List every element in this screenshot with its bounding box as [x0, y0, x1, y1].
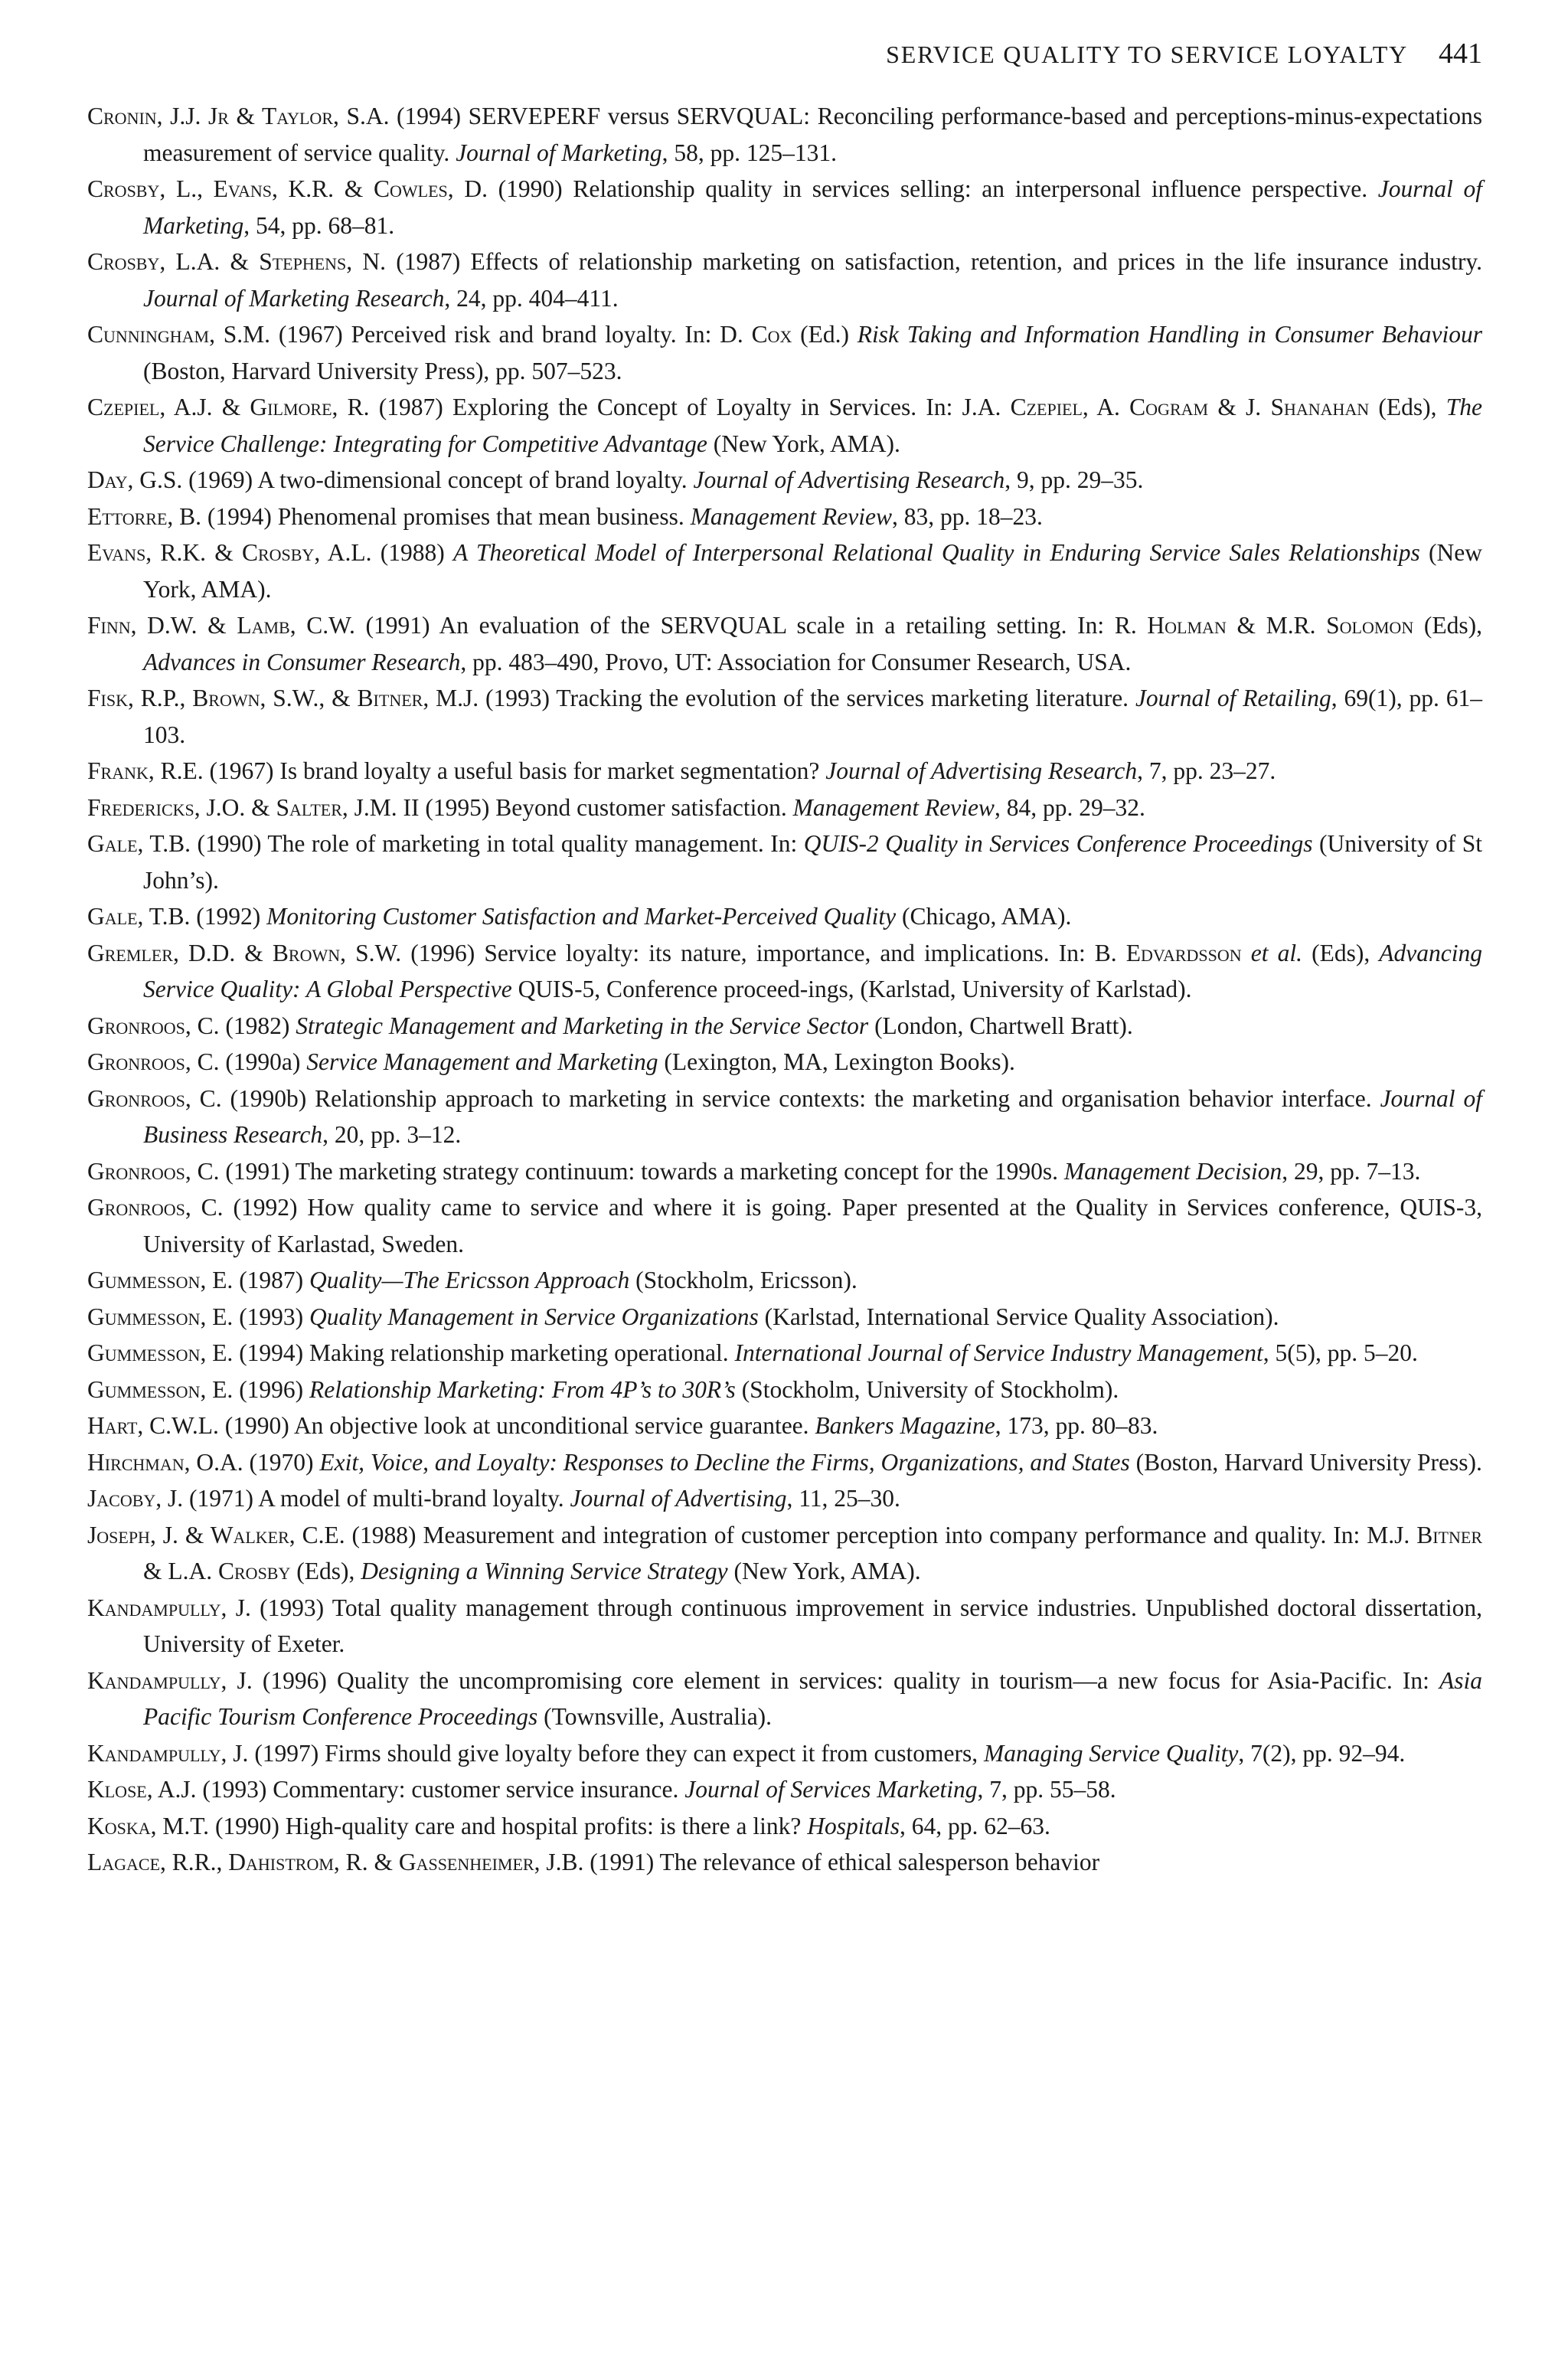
reference-entry: [87, 1517, 1482, 1590]
reference-source-title: Journal of Marketing: [143, 175, 1482, 239]
reference-author: Gummesson, E.: [87, 1303, 234, 1330]
reference-text: (1991) The marketing strategy continuum: towards a marketing concept for the 1990s.: [219, 1157, 1064, 1185]
reference-source-title: Advances in Consumer Research: [143, 648, 461, 675]
reference-text: (1987): [233, 1267, 310, 1293]
reference-text: [1242, 940, 1251, 966]
reference-text: (1982): [219, 1012, 296, 1039]
reference-text: , 11, 25–30.: [786, 1485, 900, 1512]
reference-text: , 5(5), pp. 5–20.: [1263, 1339, 1418, 1366]
reference-entry: [87, 1299, 1482, 1336]
reference-text: , 64, pp. 62–63.: [900, 1812, 1050, 1839]
reference-text: (1995) Beyond customer satisfaction.: [419, 793, 793, 821]
reference-entry: [87, 1408, 1482, 1444]
reference-author: Cox: [751, 321, 792, 348]
reference-text: (1994) Phenomenal promises that mean business.: [201, 502, 691, 530]
reference-author: Frank, R.E.: [87, 757, 204, 784]
reference-entry: [87, 1189, 1482, 1262]
reference-source-title: The Service Challenge: Integrating for Competitive Advantage: [143, 394, 1482, 457]
reference-text: (1994) Making relationship marketing operational.: [233, 1339, 735, 1366]
reference-author: Crosby: [218, 1558, 291, 1584]
reference-author: Gremler, D.D. & Brown, S.W.: [87, 939, 402, 966]
reference-text: , 7(2), pp. 92–94.: [1238, 1739, 1406, 1767]
reference-entry: [87, 790, 1482, 826]
reference-author: Koska, M.T.: [87, 1812, 210, 1839]
reference-author: Lagace, R.R., Dahistrom, R. & Gassenheimer, J.B.: [87, 1849, 584, 1875]
reference-author: Edvardsson: [1125, 939, 1242, 966]
reference-text: (Ed.): [792, 321, 858, 348]
reference-author: Gummesson, E.: [87, 1267, 234, 1293]
reference-text: (1987) Effects of relationship marketing on satisfaction, retention, and prices in the life insurance industry.: [386, 248, 1482, 275]
reference-source-title: Service Management and Marketing: [306, 1048, 658, 1075]
reference-text: & L.A.: [143, 1558, 218, 1584]
reference-text: (1970): [243, 1448, 320, 1476]
reference-source-title: Journal of Retailing: [1135, 685, 1331, 711]
running-head-title: SERVICE QUALITY TO SERVICE LOYALTY: [886, 41, 1408, 68]
reference-author: Crosby, L., Evans, K.R. & Cowles, D.: [87, 175, 488, 202]
reference-text: (New York, AMA).: [707, 430, 900, 457]
reference-text: (1990b) Relationship approach to marketing in service contexts: the marketing and organisation behavior interface.: [221, 1084, 1380, 1112]
reference-source-title: Management Review: [792, 793, 995, 821]
reference-text: (1992): [190, 903, 267, 930]
reference-author: Fisk, R.P., Brown, S.W., & Bitner, M.J.: [87, 685, 479, 711]
reference-text: (1988) Measurement and integration of customer perception into company performance and quality. In: M.J.: [345, 1521, 1417, 1548]
reference-author: Cronin, J.J. Jr & Taylor, S.A.: [87, 103, 390, 129]
reference-author: Evans, R.K. & Crosby, A.L.: [87, 539, 372, 566]
reference-text: (1971) A model of multi-brand loyalty.: [183, 1485, 570, 1512]
reference-text: QUIS-5, Conference proceed-ings, (Karlstad, University of Karlstad).: [511, 976, 1192, 1002]
reference-author: Czepiel: [1010, 394, 1083, 420]
reference-entry: [87, 1444, 1482, 1481]
reference-text: (Boston, Harvard University Press).: [1129, 1448, 1482, 1476]
reference-author: Bitner: [1416, 1521, 1482, 1548]
reference-author: Ettorre, B.: [87, 502, 202, 530]
reference-author: Joseph, J. & Walker, C.E.: [87, 1521, 345, 1548]
reference-source-title: Asia Pacific Tourism Conference Proceedings: [143, 1666, 1483, 1730]
reference-author: Cunningham, S.M.: [87, 321, 271, 348]
reference-source-title: Journal of Services Marketing: [684, 1776, 978, 1803]
reference-entry: [87, 98, 1482, 171]
reference-text: (University of St John’s).: [143, 830, 1483, 894]
reference-author: Jacoby, J.: [87, 1485, 184, 1512]
reference-text: , 83, pp. 18–23.: [891, 502, 1043, 530]
reference-text: , 173, pp. 80–83.: [995, 1412, 1158, 1439]
reference-entry: [87, 1372, 1482, 1408]
reference-text: , 7, pp. 55–58.: [977, 1776, 1116, 1803]
reference-text: (1967) Perceived risk and brand loyalty. In: D.: [270, 321, 752, 348]
reference-author: Gummesson, E.: [87, 1375, 234, 1403]
reference-entry: [87, 1335, 1482, 1372]
reference-text: , 69(1), pp. 61–103.: [143, 685, 1482, 748]
reference-entry: [87, 389, 1482, 462]
reference-text: (1967) Is brand loyalty a useful basis for market segmentation?: [203, 757, 826, 784]
reference-text: , pp. 483–490, Provo, UT: Association for Consumer Research, USA.: [460, 648, 1132, 675]
reference-source-title: Journal of Advertising Research: [825, 757, 1138, 784]
reference-entry: [87, 1663, 1482, 1735]
reference-author: Fredericks, J.O. & Salter, J.M. II: [87, 793, 420, 821]
reference-text: (1997) Firms should give loyalty before they can expect it from customers,: [248, 1739, 984, 1767]
reference-source-title: et al.: [1250, 939, 1302, 966]
reference-author: Day, G.S.: [87, 466, 183, 493]
reference-text: (Chicago, AMA).: [896, 903, 1072, 930]
reference-entry: [87, 826, 1482, 898]
reference-text: (1993) Tracking the evolution of the services marketing literature.: [479, 685, 1135, 711]
reference-text: (1990) High-quality care and hospital profits: is there a link?: [209, 1812, 808, 1839]
reference-text: (Boston, Harvard University Press), pp. 507–523.: [143, 357, 622, 384]
reference-author: Kandampully, J.: [87, 1666, 253, 1694]
reference-author: Klose, A.J.: [87, 1776, 197, 1803]
reference-text: (1994) SERVEPERF versus SERVQUAL: Reconciling performance-based and perceptions-minus-expectations measurement of service quality.: [143, 103, 1482, 166]
reference-source-title: Relationship Marketing: From 4P’s to 30R’s: [309, 1375, 736, 1403]
reference-author: Cogram: [1129, 394, 1209, 420]
reference-source-title: A Theoretical Model of Interpersonal Relational Quality in Enduring Service Sales Relationships: [452, 539, 1420, 566]
reference-source-title: Management Review: [690, 502, 892, 530]
reference-text: , 9, pp. 29–35.: [1004, 466, 1144, 493]
reference-text: (1990) An objective look at unconditional service guarantee.: [218, 1412, 815, 1439]
reference-text: , 84, pp. 29–32.: [994, 793, 1145, 821]
reference-entry: [87, 1480, 1482, 1517]
reference-source-title: QUIS-2 Quality in Services Conference Proceedings: [803, 830, 1313, 857]
reference-text: (1993) Total quality management through continuous improvement in service industries. Unpublished doctoral dissertation, University of Exeter.: [143, 1594, 1482, 1657]
reference-entry: [87, 1044, 1482, 1081]
reference-author: Gronroos, C.: [87, 1194, 224, 1221]
reference-author: Gale, T.B.: [87, 903, 191, 930]
reference-author: Kandampully, J.: [87, 1594, 251, 1621]
reference-source-title: Designing a Winning Service Strategy: [361, 1558, 728, 1584]
reference-entry: [87, 1771, 1482, 1808]
reference-entry: [87, 499, 1482, 535]
reference-source-title: Journal of Business Research: [143, 1084, 1482, 1148]
reference-text: , 24, pp. 404–411.: [444, 284, 619, 312]
reference-author: Czepiel, A.J. & Gilmore, R.: [87, 394, 370, 420]
reference-text: (1990a): [219, 1048, 307, 1075]
reference-text: (London, Chartwell Bratt).: [868, 1012, 1133, 1039]
reference-text: (1996): [233, 1375, 310, 1403]
reference-source-title: Journal of Advertising: [570, 1485, 787, 1512]
reference-text: , 29, pp. 7–13.: [1282, 1157, 1421, 1185]
reference-entry: [87, 1844, 1482, 1881]
reference-entry: [87, 1153, 1482, 1190]
reference-entry: [87, 753, 1482, 790]
reference-text: (Townsville, Australia).: [537, 1703, 773, 1730]
reference-text: (New York, AMA).: [727, 1558, 921, 1584]
reference-text: (Eds),: [1369, 394, 1446, 420]
reference-author: Gronroos, C.: [87, 1084, 222, 1112]
reference-text: (Stockholm, Ericsson).: [629, 1267, 858, 1293]
reference-text: (Stockholm, University of Stockholm).: [735, 1375, 1119, 1403]
reference-text: , 58, pp. 125–131.: [662, 139, 838, 166]
reference-list: [87, 98, 1482, 1881]
reference-text: (1996) Service loyalty: its nature, importance, and implications. In: B.: [401, 939, 1126, 966]
reference-text: (Eds),: [290, 1558, 361, 1584]
reference-entry: [87, 244, 1482, 316]
reference-text: , 7, pp. 23–27.: [1137, 757, 1276, 784]
page-number: 441: [1439, 38, 1482, 70]
reference-text: (Lexington, MA, Lexington Books).: [658, 1048, 1015, 1075]
reference-source-title: Advancing Service Quality: A Global Perspective: [143, 939, 1483, 1002]
reference-source-title: Management Decision: [1063, 1157, 1282, 1185]
reference-source-title: Monitoring Customer Satisfaction and Market-Perceived Quality: [266, 903, 897, 930]
reference-author: Shanahan: [1270, 394, 1370, 420]
reference-entry: [87, 935, 1482, 1008]
reference-entry: [87, 1081, 1482, 1153]
reference-author: Gronroos, C.: [87, 1048, 220, 1075]
reference-author: Hart, C.W.L.: [87, 1412, 219, 1439]
reference-entry: [87, 535, 1482, 607]
reference-text: (Eds),: [1302, 939, 1380, 966]
reference-text: (1990) The role of marketing in total quality management. In:: [191, 830, 804, 857]
reference-author: Gronroos, C.: [87, 1012, 220, 1039]
reference-author: Gummesson, E.: [87, 1339, 234, 1366]
reference-source-title: Journal of Marketing Research: [143, 284, 445, 312]
reference-source-title: Journal of Advertising Research: [693, 466, 1005, 493]
reference-text: (1993): [233, 1303, 310, 1330]
reference-author: Holman: [1147, 612, 1227, 639]
reference-text: (1991) An evaluation of the SERVQUAL scale in a retailing setting. In: R.: [354, 612, 1148, 639]
reference-source-title: Quality Management in Service Organizations: [309, 1303, 759, 1330]
reference-text: (1990) Relationship quality in services selling: an interpersonal influence perspective.: [487, 175, 1378, 202]
reference-text: & J.: [1208, 394, 1271, 420]
reference-text: (1991) The relevance of ethical salesperson behavior: [583, 1849, 1100, 1875]
reference-text: (1992) How quality came to service and where it is going. Paper presented at the Quality in Services conference, QUIS-3, University of Karlastad, Sweden.: [143, 1194, 1482, 1257]
reference-source-title: Quality—The Ericsson Approach: [309, 1267, 630, 1293]
reference-author: Gale, T.B.: [87, 830, 191, 857]
reference-source-title: Managing Service Quality: [983, 1739, 1239, 1767]
reference-entry: [87, 1735, 1482, 1772]
reference-source-title: Risk Taking and Information Handling in Consumer Behaviour: [857, 321, 1482, 348]
reference-source-title: Exit, Voice, and Loyalty: Responses to Decline the Firms, Organizations, and States: [319, 1448, 1130, 1476]
reference-author: Solomon: [1326, 612, 1414, 639]
reference-text: (Karlstad, International Service Quality Association).: [758, 1303, 1279, 1330]
reference-entry: [87, 462, 1482, 499]
reference-source-title: International Journal of Service Industry Management: [734, 1339, 1263, 1366]
reference-author: Kandampully, J.: [87, 1739, 249, 1767]
reference-text: (1969) A two-dimensional concept of brand loyalty.: [182, 466, 694, 493]
reference-entry: [87, 1008, 1482, 1045]
reference-entry: [87, 607, 1482, 680]
reference-text: (1988): [371, 539, 453, 566]
reference-text: (1996) Quality the uncompromising core element in services: quality in tourism—a new focus for Asia-Pacific. In:: [252, 1666, 1439, 1694]
reference-text: , 54, pp. 68–81.: [243, 211, 395, 239]
reference-entry: [87, 171, 1482, 244]
reference-text: , 20, pp. 3–12.: [322, 1121, 462, 1148]
reference-text: (1987) Exploring the Concept of Loyalty in Services. In: J.A.: [369, 394, 1011, 420]
reference-author: Finn, D.W. & Lamb, C.W.: [87, 612, 355, 639]
reference-text: & M.R.: [1226, 612, 1327, 639]
reference-author: Hirchman, O.A.: [87, 1448, 243, 1476]
reference-text: (1993) Commentary: customer service insurance.: [196, 1776, 685, 1803]
reference-text: (New York, AMA).: [143, 539, 1483, 603]
reference-text: (Eds),: [1413, 612, 1482, 639]
reference-entry: [87, 1262, 1482, 1299]
reference-entry: [87, 1590, 1482, 1663]
reference-entry: [87, 316, 1482, 389]
reference-entry: [87, 898, 1482, 935]
reference-author: Gronroos, C.: [87, 1157, 220, 1185]
running-head: [87, 37, 1482, 80]
reference-entry: [87, 680, 1482, 753]
reference-entry: [87, 1808, 1482, 1845]
reference-source-title: Bankers Magazine: [815, 1412, 995, 1439]
reference-source-title: Hospitals: [807, 1812, 900, 1839]
reference-text: , A.: [1082, 394, 1130, 420]
reference-source-title: Journal of Marketing: [456, 139, 662, 166]
reference-source-title: Strategic Management and Marketing in the Service Sector: [296, 1012, 869, 1039]
reference-author: Crosby, L.A. & Stephens, N.: [87, 248, 387, 275]
